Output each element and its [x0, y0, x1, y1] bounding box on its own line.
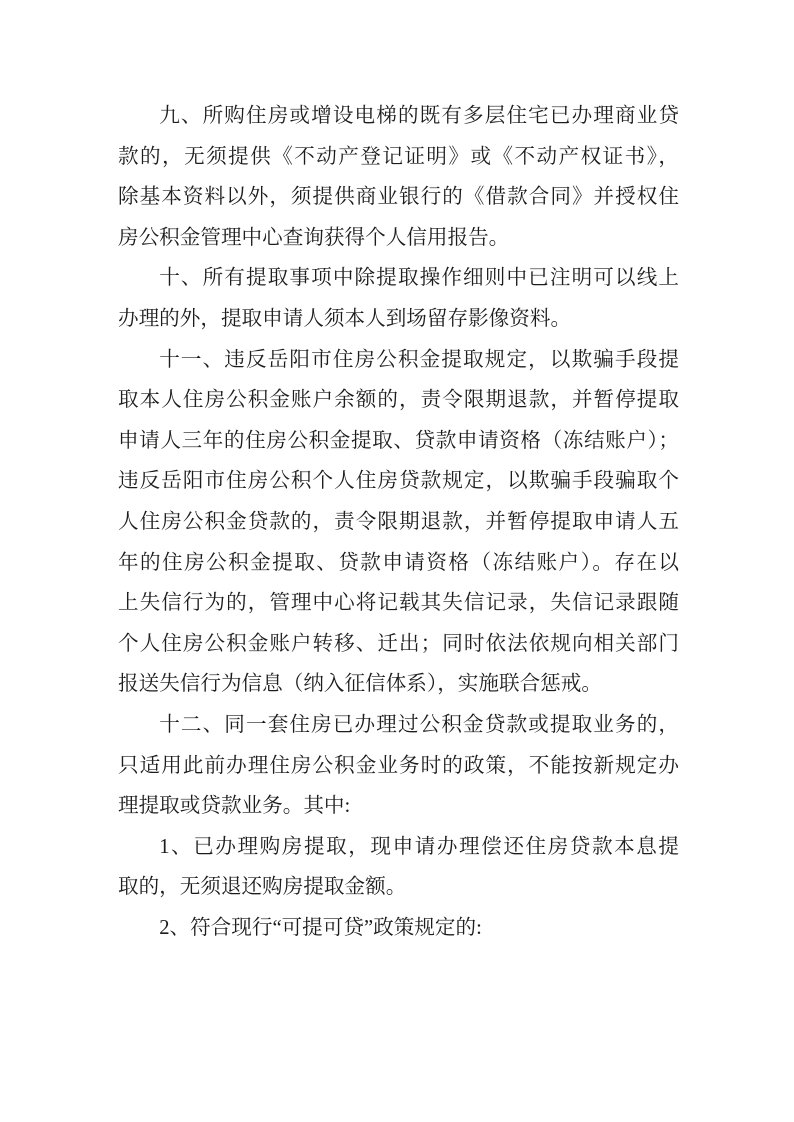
paragraph-item-11	[118, 340, 679, 705]
paragraph-item-10	[118, 258, 679, 339]
text-line: 办理的外，提取申请人须本人到场留存影像资料。	[118, 307, 572, 330]
text-line: 人住房公积金贷款的，责令限期退款，并暂停提取申请人五	[118, 510, 679, 533]
text-line: 十二、同一套住房已办理过公积金贷款或提取业务的，	[159, 713, 679, 736]
text-line: 十、所有提取事项中除提取操作细则中已注明可以线上	[159, 267, 679, 290]
paragraph-item-9	[118, 96, 679, 258]
text-line: 十一、违反岳阳市住房公积金提取规定，以欺骗手段提	[159, 348, 679, 371]
text-line: 理提取或贷款业务。其中:	[118, 795, 351, 818]
text-line: 2、符合现行“可提可贷”政策规定的:	[159, 916, 482, 939]
text-line: 上失信行为的，管理中心将记载其失信记录，失信记录跟随	[118, 592, 679, 615]
paragraph-item-12	[118, 705, 679, 827]
paragraph-item-12-sub-2	[118, 908, 679, 949]
document-text-block	[118, 96, 679, 948]
text-line: 只适用此前办理住房公积金业务时的政策，不能按新规定办	[118, 754, 679, 777]
text-line: 九、所购住房或增设电梯的既有多层住宅已办理商业贷	[159, 105, 679, 127]
text-line: 取本人住房公积金账户余额的，责令限期退款，并暂停提取	[118, 389, 679, 412]
text-line: 房公积金管理中心查询获得个人信用报告。	[118, 226, 510, 249]
text-line: 1、已办理购房提取，现申请办理偿还住房贷款本息提	[159, 835, 679, 858]
paragraph-item-12-sub-1	[118, 827, 679, 908]
text-line: 违反岳阳市住房公积个人住房贷款规定，以欺骗手段骗取个	[118, 470, 679, 493]
text-line: 报送失信行为信息（纳入征信体系），实施联合惩戒。	[118, 673, 602, 696]
text-line: 取的，无须退还购房提取金额。	[118, 876, 407, 899]
text-line: 个人住房公积金账户转移、迁出；同时依法依规向相关部门	[118, 632, 679, 655]
text-line: 申请人三年的住房公积金提取、贷款申请资格（冻结账户）；	[118, 429, 679, 452]
text-line: 年的住房公积金提取、贷款申请资格（冻结账户）。存在以	[118, 551, 679, 574]
text-line: 款的，无须提供《不动产登记证明》或《不动产权证书》，	[118, 145, 679, 168]
text-line: 除基本资料以外，须提供商业银行的《借款合同》并授权住	[118, 186, 679, 209]
